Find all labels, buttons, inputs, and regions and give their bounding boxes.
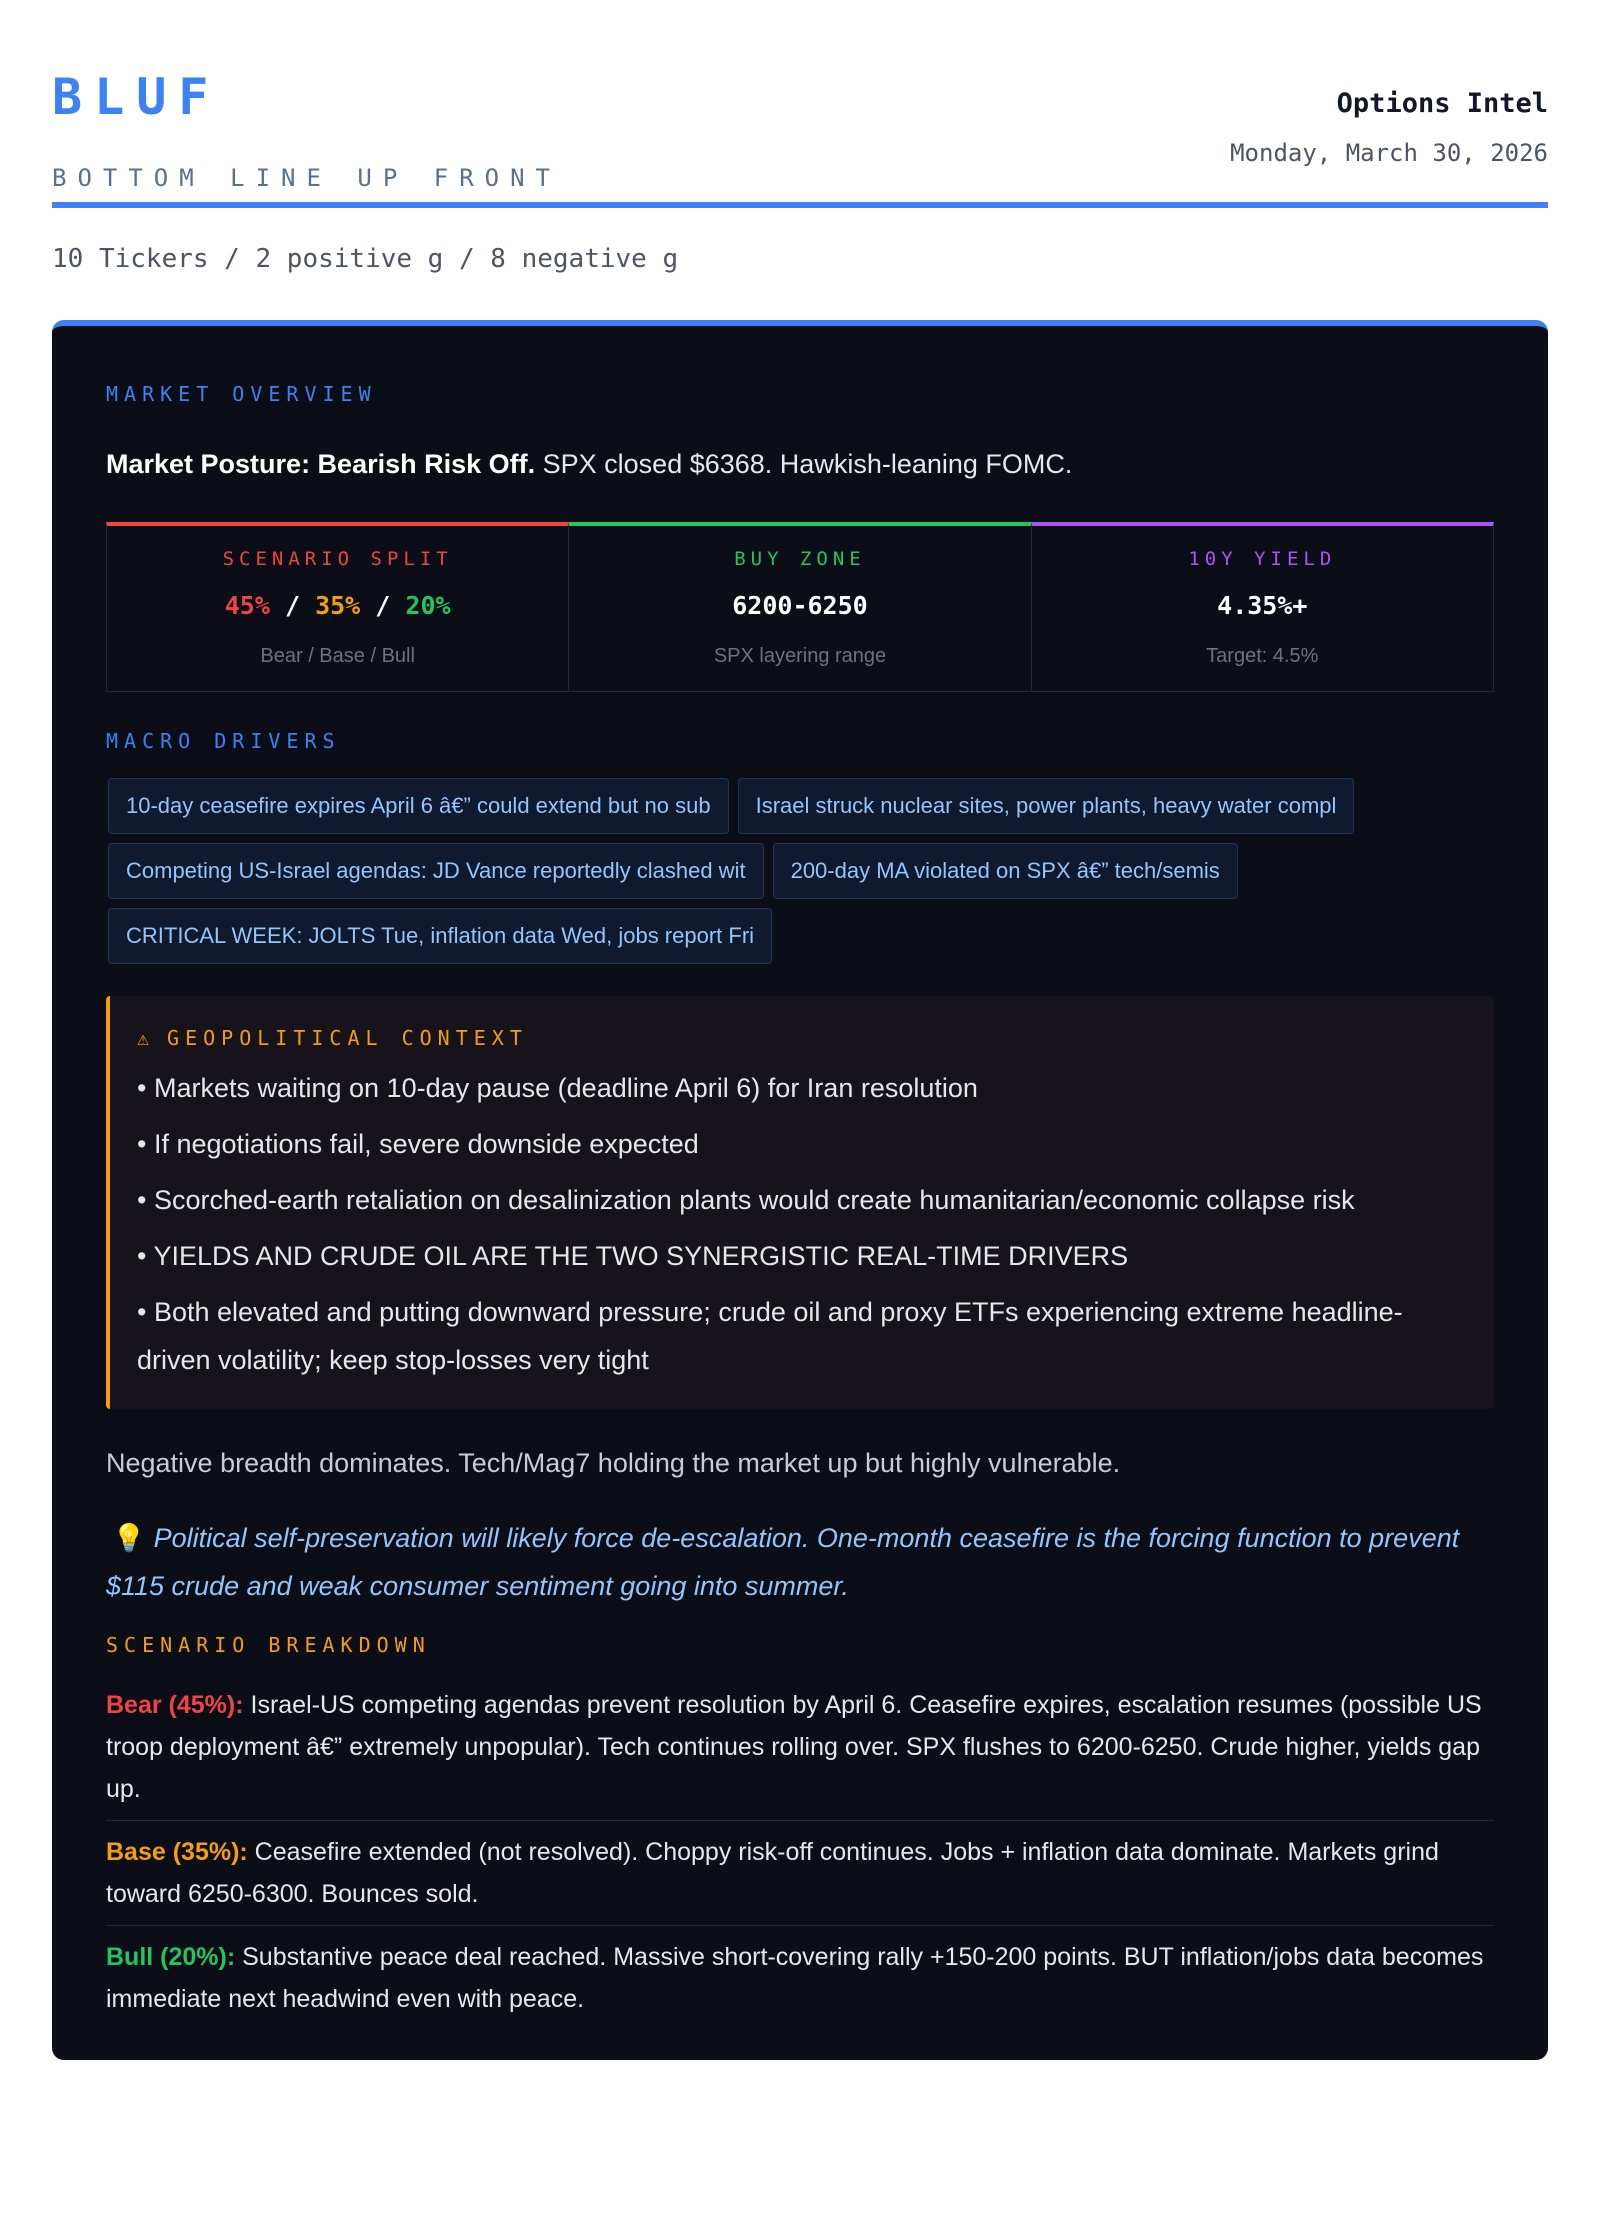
market-overview-card [52,320,1548,2060]
scenario-text: Substantive peace deal reached. Massive short-covering rally +150-200 points. BUT inflation/jobs data becomes immediate next headwind even with peace. [106,1943,1484,2013]
stats-row [106,522,1494,692]
yield-stat [1032,522,1494,692]
bull-pct: 20% [405,591,451,620]
breadth-note: Negative breadth dominates. Tech/Mag7 holding the market up but highly vulnerable. [106,1448,1121,1478]
macro-drivers-label: MACRO DRIVERS [106,729,341,753]
geo-bullet: • YIELDS AND CRUDE OIL ARE THE TWO SYNERGISTIC REAL-TIME DRIVERS [137,1241,1129,1271]
yield-value: 4.35%+ [1217,591,1308,620]
macro-driver-chip: 10-day ceasefire expires April 6 â€” could extend but no sub [108,778,729,834]
scenario-label: Bull (20%): [106,1943,236,1971]
scenario-bear [106,1684,1494,1821]
separator: / [375,591,391,620]
stat-label: 10Y YIELD [1188,548,1337,570]
market-posture [106,451,1072,478]
brand-name: Options Intel [1336,88,1548,119]
scenario-text: Israel-US competing agendas prevent resolution by April 6. Ceasefire expires, escalation resumes (possible US troop deployment â€” extremely unpopular). Tech continues rolling over. SPX flushes to 6200-6250. Crude higher, yields gap up. [106,1691,1482,1803]
page-subtitle: BOTTOM LINE UP FRONT [52,164,561,192]
geo-bullet: • Both elevated and putting downward pressure; crude oil and proxy ETFs experiencing extreme headline-driven volatility; keep stop-losses very tight [137,1297,1403,1375]
page-title: BLUF [52,68,221,126]
stat-label: SCENARIO SPLIT [222,548,453,570]
scenario-breakdown-list [106,1684,1494,2040]
stat-label: BUY ZONE [734,548,866,570]
geo-bullet: • Markets waiting on 10-day pause (deadline April 6) for Iran resolution [137,1073,978,1103]
macro-driver-chip: CRITICAL WEEK: JOLTS Tue, inflation data Wed, jobs report Fri [108,908,772,964]
stat-sub: Bear / Base / Bull [260,645,415,667]
macro-drivers-list [108,778,1500,964]
stat-sub: SPX layering range [713,645,887,667]
insight-text: Political self-preservation will likely force de-escalation. One-month ceasefire is the forcing function to prevent $115 crude and weak consumer sentiment going into summer. [106,1523,1460,1601]
bluf-page [52,0,1548,2013]
macro-driver-chip: 200-day MA violated on SPX â€” tech/semis [773,843,1238,899]
macro-driver-chip: Competing US-Israel agendas: JD Vance reportedly clashed wit [108,843,764,899]
lightbulb-icon: 💡 [112,1523,146,1553]
geo-bullet: • Scorched-earth retaliation on desalinization plants would create humanitarian/economic collapse risk [137,1185,1355,1215]
geopolitical-context-box [106,996,1494,1409]
header-divider [52,202,1548,208]
separator: / [284,591,301,620]
scenario-base [106,1831,1494,1926]
report-date: Monday, March 30, 2026 [1230,139,1548,167]
page-header [52,0,1548,210]
scenario-bull [106,1936,1494,2030]
geopolitical-context-header [137,1028,1470,1048]
insight-quote [106,1514,1494,1610]
buy-zone-stat [569,522,1031,692]
scenario-label: Bear (45%): [106,1691,244,1719]
geopolitical-context-label: GEOPOLITICAL CONTEXT [167,1026,528,1050]
posture-label: Market Posture: Bearish Risk Off. [106,449,536,479]
scenario-split-stat [106,522,569,692]
scenario-split-value [107,593,568,618]
scenario-text: Ceasefire extended (not resolved). Choppy risk-off continues. Jobs + inflation data dominate. Markets grind toward 6250-6300. Bounces sold. [106,1838,1439,1908]
geo-bullet: • If negotiations fail, severe downside expected [137,1129,699,1159]
bear-pct: 45% [224,591,270,620]
warning-icon: ⚠ [137,1026,150,1050]
base-pct: 35% [315,591,361,620]
ticker-summary: 10 Tickers / 2 positive g / 8 negative g [52,244,679,274]
macro-driver-chip: Israel struck nuclear sites, power plants, heavy water compl [738,778,1355,834]
scenario-label: Base (35%): [106,1838,248,1866]
stat-sub: Target: 4.5% [1206,645,1319,667]
scenario-breakdown-label: SCENARIO BREAKDOWN [106,1633,431,1657]
market-overview-label: MARKET OVERVIEW [106,382,377,406]
buy-zone-value: 6200-6250 [732,591,868,620]
posture-text: SPX closed $6368. Hawkish-leaning FOMC. [535,449,1073,479]
